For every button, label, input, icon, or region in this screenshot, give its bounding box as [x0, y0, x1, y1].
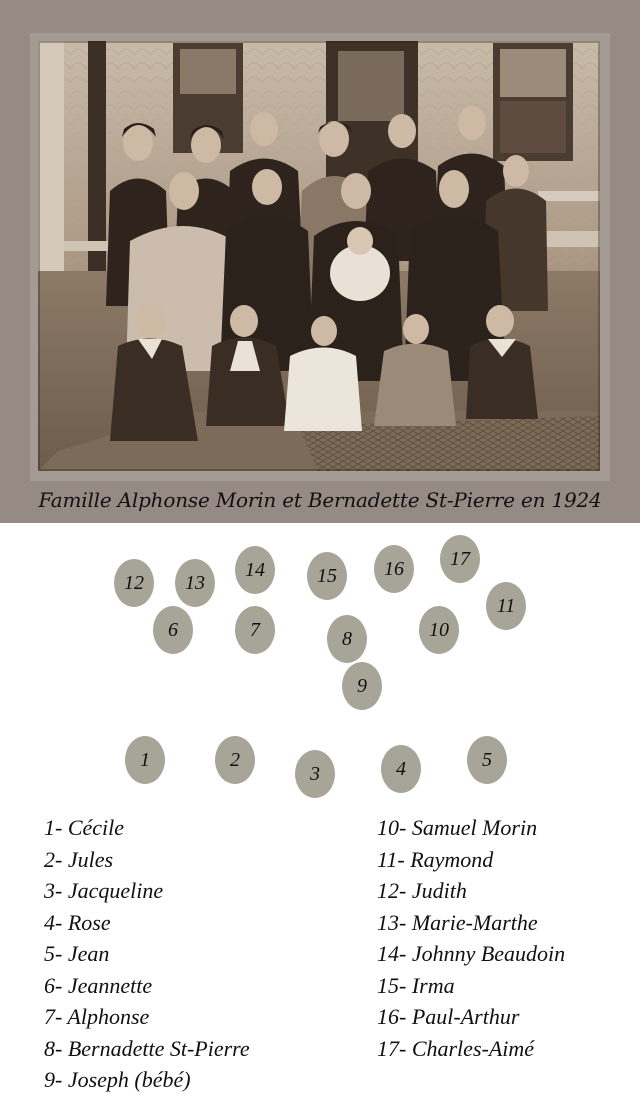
marker-1: 1 [125, 736, 165, 784]
marker-12: 12 [114, 559, 154, 607]
marker-6: 6 [153, 606, 193, 654]
legend-left-column [44, 812, 250, 1096]
legend-item: 9- Joseph (bébé) [44, 1067, 191, 1092]
marker-5: 5 [467, 736, 507, 784]
legend-item: 15- Irma [377, 972, 455, 998]
photo-caption: Famille Alphonse Morin et Bernadette St-Pierre en 1924 [38, 488, 602, 512]
marker-17: 17 [440, 535, 480, 583]
marker-11: 11 [486, 582, 526, 630]
legend-item: 13- Marie-Marthe [377, 909, 538, 935]
marker-7: 7 [235, 606, 275, 654]
photo-mat [0, 0, 640, 523]
marker-9: 9 [342, 662, 382, 710]
marker-3: 3 [295, 750, 335, 798]
marker-8: 8 [327, 615, 367, 663]
legend-item: 8- Bernadette St-Pierre [44, 1035, 250, 1061]
legend-item: 6- Jeannette [44, 972, 153, 998]
marker-4: 4 [381, 745, 421, 793]
marker-13: 13 [175, 559, 215, 607]
marker-14: 14 [235, 546, 275, 594]
family-photo-illustration [38, 41, 600, 471]
legend-item: 5- Jean [44, 941, 110, 966]
legend-item: 11- Raymond [377, 846, 494, 872]
marker-16: 16 [374, 545, 414, 593]
legend-item: 10- Samuel Morin [377, 815, 538, 840]
legend-item: 4- Rose [44, 909, 111, 935]
legend-item: 14- Johnny Beaudoin [377, 941, 566, 966]
legend-item: 12- Judith [377, 878, 467, 903]
legend-item: 2- Jules [44, 846, 114, 872]
legend-item: 17- Charles-Aimé [377, 1035, 535, 1061]
legend-item: 7- Alphonse [44, 1004, 150, 1029]
legend-right-column [377, 812, 565, 1064]
legend-item: 1- Cécile [44, 815, 125, 840]
legend-item: 3- Jacqueline [44, 878, 164, 903]
marker-10: 10 [419, 606, 459, 654]
legend-item: 16- Paul-Arthur [377, 1004, 520, 1029]
marker-15: 15 [307, 552, 347, 600]
marker-2: 2 [215, 736, 255, 784]
family-photograph [38, 41, 600, 471]
